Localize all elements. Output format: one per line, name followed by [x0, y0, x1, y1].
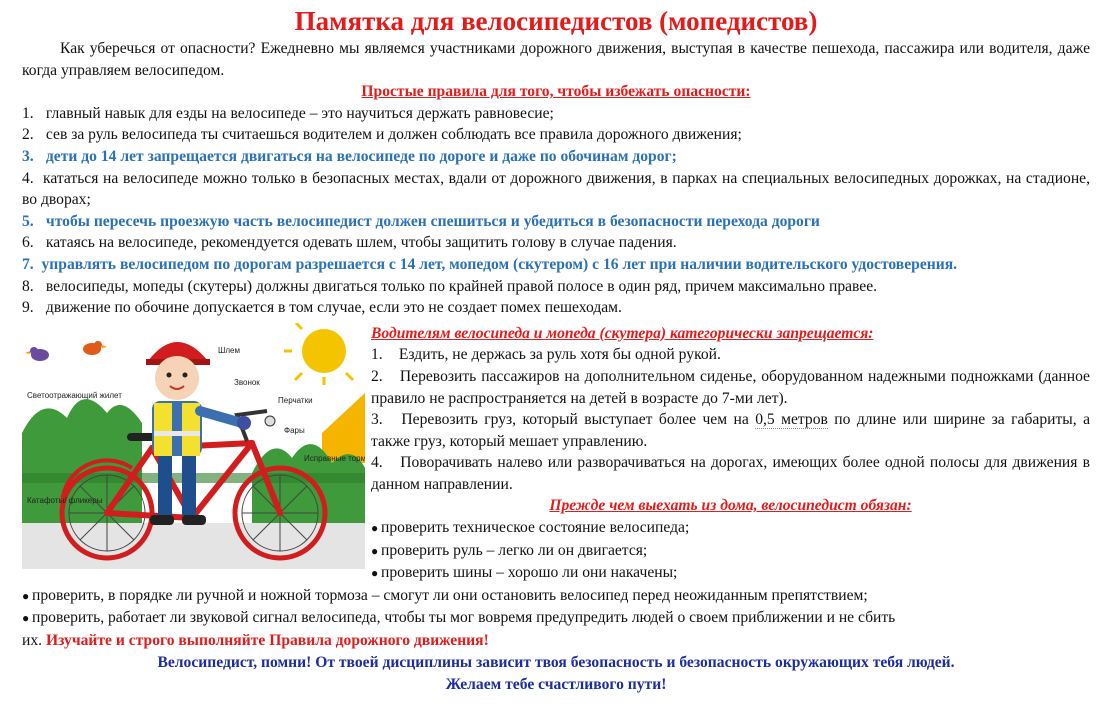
forbidden-item: 3. Перевозить груз, который выступает более чем на 0,5 метров по длине или ширине за габариты, а также груз, который мешает управлению. — [371, 411, 1090, 450]
intro-paragraph: Как уберечься от опасности? Ежедневно мы являемся участниками дорожного движения, выступая в качестве пешехода, пассажира или водителя, даже когда управляем велосипедом. — [22, 40, 1090, 79]
label-brakes: Исправные торм — [304, 453, 365, 463]
memo-page — [0, 4, 1112, 720]
bullet-icon: ● — [371, 543, 379, 558]
must-item: ● проверить техническое состояние велосипеда; — [371, 517, 1090, 540]
forbidden-item: 2. Перевозить пассажиров на дополнительном сиденье, оборудованном надежными подножками (данное правило не распространяется на детей в возрасте до 7-ми лет). — [371, 367, 1090, 407]
forbidden-item: 4. Поворачивать налево или разворачиваться на дорогах, имеющих более одной полосы для движения в данном направлении. — [371, 454, 1090, 493]
rules-list — [22, 103, 1090, 319]
label-reflectors: Катафоты/ фликеры — [27, 495, 103, 505]
rule-item: 9. движение по обочине допускается в том случае, если это не создает помех пешеходам. — [22, 299, 622, 317]
label-bell: Звонок — [234, 377, 260, 387]
bullet-icon: ● — [22, 588, 30, 603]
label-gloves: Перчатки — [278, 395, 313, 405]
rule-item: 1. главный навык для езды на велосипеде – это научиться держать равновесие; — [22, 104, 554, 122]
label-lights: Фары — [284, 425, 305, 435]
cyclist-illustration — [22, 323, 365, 569]
illustration-and-restrictions — [22, 323, 1090, 585]
forbidden-item: 1. Ездить, не держась за руль хотя бы одной рукой. — [371, 346, 721, 364]
rule-item: 2. сев за руль велосипеда ты считаешься водителем и должен соблюдать все правила дорожного движения; — [22, 126, 742, 144]
rule-item: 8. велосипеды, мопеды (скутеры) должны двигаться только по крайней правой полосе в один ряд, причем максимально правее. — [22, 277, 878, 295]
rule-item-highlight: 7. управлять велосипедом по дорогам разрешается с 14 лет, мопедом (скутером) с 16 лет при наличии водительского удостоверения. — [22, 255, 958, 273]
rule-item: 6. катаясь на велосипеде, рекомендуется одевать шлем, чтобы защитить голову в случае падения. — [22, 234, 677, 252]
must-heading: Прежде чем выехать из дома, велосипедист обязан: — [549, 497, 912, 515]
rules-heading: Простые правила для того, чтобы избежать опасности: — [361, 83, 751, 101]
must-item: ● проверить руль – легко ли он двигается; — [371, 540, 1090, 563]
must-item: ● проверить, в порядке ли ручной и ножной тормоза – смогут ли они остановить велосипед перед неожиданным препятствием; — [22, 585, 1090, 608]
must-tail: их. Изучайте и строго выполняйте Правила дорожного движения! — [22, 632, 489, 650]
label-helmet: Шлем — [218, 345, 240, 355]
closing-line-2: Желаем тебе счастливого пути! — [445, 675, 667, 693]
bullet-icon: ● — [371, 521, 379, 536]
rules-call-to-action: Изучайте и строго выполняйте Правила дорожного движения! — [45, 632, 489, 650]
label-vest: Светоотражающий жилет — [27, 390, 122, 400]
must-item: ● проверить, работает ли звуковой сигнал велосипеда, чтобы ты мог вовремя предупредить людей о своем приближении и не сбить — [22, 607, 1090, 630]
rule-item: 4. кататься на велосипеде можно только в безопасных местах, вдали от дорожного движения, в парках на специальных велосипедных дорожках, на стадионе, во дворах; — [22, 169, 1090, 209]
rule-item-highlight: 5. чтобы пересечь проезжую часть велосипедист должен спешиться и убедиться в безопасности перехода дороги — [22, 212, 820, 230]
forbidden-heading: Водителям велосипеда и мопеда (скутера) категорически запрещается: — [371, 324, 874, 342]
bullet-icon: ● — [22, 611, 30, 626]
restrictions-panel — [371, 323, 1090, 585]
bullet-icon: ● — [371, 566, 379, 581]
must-wide-list — [22, 585, 1090, 652]
closing-line-1: Велосипедист, помни! От твоей дисциплины зависит твоя безопасность и безопасность окружающих тебя людей. — [157, 653, 955, 671]
rule-item-highlight: 3. дети до 14 лет запрещается двигаться на велосипеде по дороге и даже по обочинам дорог; — [22, 147, 677, 165]
must-item: ● проверить шины – хорошо ли они накачены; — [371, 562, 1090, 585]
page-title: Памятка для велосипедистов (мопедистов) — [294, 6, 818, 36]
bicycle-illustration — [22, 323, 365, 569]
